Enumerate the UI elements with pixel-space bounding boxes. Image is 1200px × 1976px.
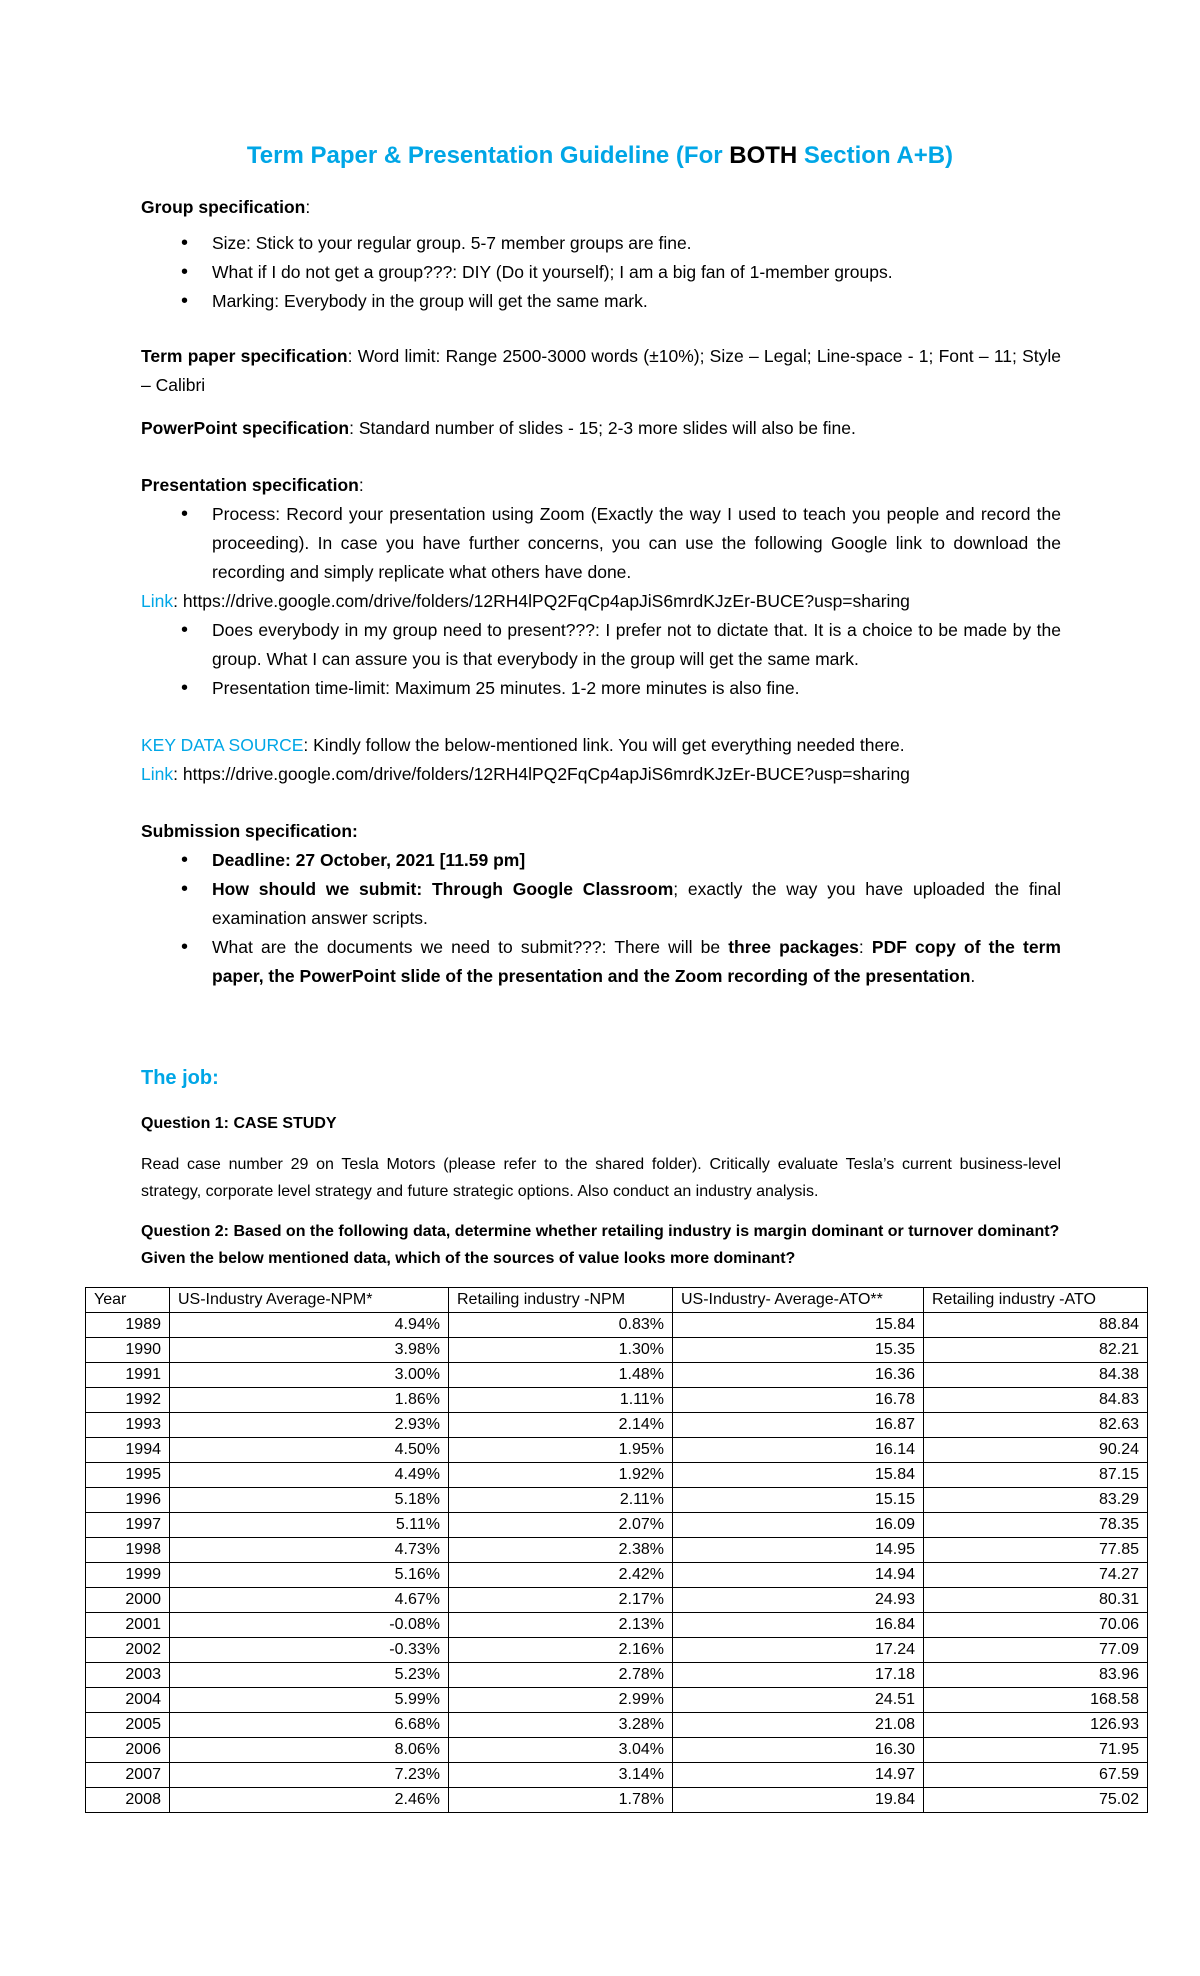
table-cell: 3.04%	[449, 1738, 673, 1763]
table-cell: 84.38	[924, 1363, 1148, 1388]
table-cell: 78.35	[924, 1513, 1148, 1538]
column-header: US-Industry Average-NPM*	[170, 1288, 449, 1313]
table-cell: 15.84	[673, 1313, 924, 1338]
table-cell: 0.83%	[449, 1313, 673, 1338]
table-cell: 2.38%	[449, 1538, 673, 1563]
table-cell: 2.93%	[170, 1413, 449, 1438]
table-row	[86, 1738, 1148, 1763]
table-cell: 2.14%	[449, 1413, 673, 1438]
table-cell: 5.23%	[170, 1663, 449, 1688]
table-cell: 1.11%	[449, 1388, 673, 1413]
table-cell: 1993	[86, 1413, 170, 1438]
table-cell: 3.98%	[170, 1338, 449, 1363]
table-cell: 8.06%	[170, 1738, 449, 1763]
table-cell: 16.09	[673, 1513, 924, 1538]
table-cell: 6.68%	[170, 1713, 449, 1738]
list-item: • Size: Stick to your regular group. 5-7 member groups are fine.	[141, 229, 1061, 258]
table-cell: 2.07%	[449, 1513, 673, 1538]
table-cell: 4.73%	[170, 1538, 449, 1563]
table-row	[86, 1763, 1148, 1788]
table-cell: 16.84	[673, 1613, 924, 1638]
table-row	[86, 1713, 1148, 1738]
table-row	[86, 1638, 1148, 1663]
table-cell: 16.14	[673, 1438, 924, 1463]
question-1-text: Read case number 29 on Tesla Motors (please refer to the shared folder). Critically evaluate Tesla’s current business-level strategy, corporate level strategy and future strategic options. Also conduct an industry analysis.	[141, 1156, 1061, 1200]
table-cell: 2000	[86, 1588, 170, 1613]
table-cell: 1992	[86, 1388, 170, 1413]
table-cell: 4.50%	[170, 1438, 449, 1463]
table-cell: -0.08%	[170, 1613, 449, 1638]
key-data-source: KEY DATA SOURCE: Kindly follow the below-mentioned link. You will get everything needed there. Link: https://drive.google.com/drive/folders/12RH4lPQ2FqCp4apJiS6mrdKJzEr-BUCE?usp=sharing	[141, 731, 1061, 789]
submission-specification: Submission specification: • Deadline: 27 October, 2021 [11.59 pm] • How should we submit: Through Google Classroom; exactly the way you have uploaded the final examination answer scripts. • What are the documents we need to submit???: There will be three packages: PDF copy of the term paper, the PowerPoint slide of the presentation and the Zoom recording of the presentation.	[141, 817, 1061, 991]
table-cell: 88.84	[924, 1313, 1148, 1338]
table-row	[86, 1563, 1148, 1588]
table-cell: 1996	[86, 1488, 170, 1513]
table-row	[86, 1363, 1148, 1388]
table-row	[86, 1538, 1148, 1563]
table-row	[86, 1313, 1148, 1338]
table-cell: 2.42%	[449, 1563, 673, 1588]
table-row	[86, 1413, 1148, 1438]
table-cell: 17.24	[673, 1638, 924, 1663]
table-cell: 2006	[86, 1738, 170, 1763]
list-item: • Does everybody in my group need to present???: I prefer not to dictate that. It is a choice to be made by the group. What I can assure you is that everybody in the group will get the same mark.	[141, 616, 1061, 674]
drive-link: Link: https://drive.google.com/drive/folders/12RH4lPQ2FqCp4apJiS6mrdKJzEr-BUCE?usp=sharing	[141, 764, 910, 784]
table-cell: 24.51	[673, 1688, 924, 1713]
table-row	[86, 1438, 1148, 1463]
table-cell: 14.95	[673, 1538, 924, 1563]
table-row	[86, 1463, 1148, 1488]
table-cell: 2.17%	[449, 1588, 673, 1613]
drive-link: Link: https://drive.google.com/drive/folders/12RH4lPQ2FqCp4apJiS6mrdKJzEr-BUCE?usp=sharing	[141, 591, 910, 611]
group-specification: Group specification: • Size: Stick to your regular group. 5-7 member groups are fine. • What if I do not get a group???: DIY (Do it yourself); I am a big fan of 1-member groups. • Marking: Everybody in the group will get the same mark.	[141, 193, 1061, 316]
presentation-specification: Presentation specification: • Process: Record your presentation using Zoom (Exactly the way I used to teach you people and record the proceeding). In case you have further concerns, you can use the following Google link to download the recording and simply replicate what others have done. Link: https://drive.google.com/drive/folders/12RH4lPQ2FqCp4apJiS6mrdKJzEr-BUCE?usp=sharing • Does everybody in my group need to present???: I prefer not to dictate that. It is a choice to be made by the group. What I can assure you is that everybody in the group will get the same mark. • Presentation time-limit: Maximum 25 minutes. 1-2 more minutes is also fine.	[141, 471, 1061, 703]
data-table	[85, 1287, 1148, 1813]
link-url[interactable]: https://drive.google.com/drive/folders/12RH4lPQ2FqCp4apJiS6mrdKJzEr-BUCE?usp=sharing	[182, 764, 910, 784]
table-cell: 2005	[86, 1713, 170, 1738]
table-cell: 7.23%	[170, 1763, 449, 1788]
table-cell: 2003	[86, 1663, 170, 1688]
table-cell: 83.96	[924, 1663, 1148, 1688]
table-cell: 1991	[86, 1363, 170, 1388]
table-cell: 3.14%	[449, 1763, 673, 1788]
table-cell: 74.27	[924, 1563, 1148, 1588]
table-cell: 15.84	[673, 1463, 924, 1488]
job-heading: The job:	[141, 1067, 219, 1089]
column-header: Year	[86, 1288, 170, 1313]
table-cell: 2008	[86, 1788, 170, 1813]
column-header: Retailing industry -ATO	[924, 1288, 1148, 1313]
table-cell: 1.92%	[449, 1463, 673, 1488]
table-cell: 2.11%	[449, 1488, 673, 1513]
table-cell: 4.49%	[170, 1463, 449, 1488]
table-cell: 80.31	[924, 1588, 1148, 1613]
list-item: • Process: Record your presentation using Zoom (Exactly the way I used to teach you people and record the proceeding). In case you have further concerns, you can use the following Google link to download the recording and simply replicate what others have done.	[141, 500, 1061, 587]
table-cell: 2001	[86, 1613, 170, 1638]
table-cell: 1997	[86, 1513, 170, 1538]
table-cell: 2007	[86, 1763, 170, 1788]
table-row	[86, 1788, 1148, 1813]
table-cell: 2.16%	[449, 1638, 673, 1663]
table-cell: 16.87	[673, 1413, 924, 1438]
table-cell: 87.15	[924, 1463, 1148, 1488]
table-cell: 70.06	[924, 1613, 1148, 1638]
list-item: • Marking: Everybody in the group will get the same mark.	[141, 287, 1061, 316]
table-cell: 1.30%	[449, 1338, 673, 1363]
table-cell: 16.30	[673, 1738, 924, 1763]
table-row	[86, 1663, 1148, 1688]
table-cell: 77.85	[924, 1538, 1148, 1563]
table-cell: 21.08	[673, 1713, 924, 1738]
list-item: • Presentation time-limit: Maximum 25 minutes. 1-2 more minutes is also fine.	[141, 674, 1061, 703]
table-cell: 1989	[86, 1313, 170, 1338]
list-item: • What if I do not get a group???: DIY (Do it yourself); I am a big fan of 1-member groups.	[141, 258, 1061, 287]
table-cell: 24.93	[673, 1588, 924, 1613]
table-header-row	[86, 1288, 1148, 1313]
list-item: • What are the documents we need to submit???: There will be three packages: PDF copy of the term paper, the PowerPoint slide of the presentation and the Zoom recording of the presentation.	[141, 933, 1061, 991]
table-cell: 5.18%	[170, 1488, 449, 1513]
table-cell: 168.58	[924, 1688, 1148, 1713]
table-cell: 2002	[86, 1638, 170, 1663]
table-cell: 1990	[86, 1338, 170, 1363]
table-cell: 83.29	[924, 1488, 1148, 1513]
table-cell: 1.78%	[449, 1788, 673, 1813]
table-row	[86, 1588, 1148, 1613]
column-header: US-Industry- Average-ATO**	[673, 1288, 924, 1313]
table-cell: 16.36	[673, 1363, 924, 1388]
table-cell: 15.35	[673, 1338, 924, 1363]
table-cell: 1995	[86, 1463, 170, 1488]
table-row	[86, 1488, 1148, 1513]
table-cell: 1.95%	[449, 1438, 673, 1463]
table-cell: 75.02	[924, 1788, 1148, 1813]
table-cell: 5.16%	[170, 1563, 449, 1588]
list-item: • How should we submit: Through Google Classroom; exactly the way you have uploaded the final examination answer scripts.	[141, 875, 1061, 933]
table-cell: 1999	[86, 1563, 170, 1588]
table-cell: 1994	[86, 1438, 170, 1463]
table-cell: 82.63	[924, 1413, 1148, 1438]
table-row	[86, 1338, 1148, 1363]
table-cell: 77.09	[924, 1638, 1148, 1663]
table-cell: 4.94%	[170, 1313, 449, 1338]
table-cell: 5.11%	[170, 1513, 449, 1538]
table-row	[86, 1613, 1148, 1638]
table-cell: 15.15	[673, 1488, 924, 1513]
table-cell: 1998	[86, 1538, 170, 1563]
term-paper-specification: Term paper specification: Word limit: Range 2500-3000 words (±10%); Size – Legal; Line-space - 1; Font – 11; Style – Calibri	[141, 346, 1061, 395]
powerpoint-specification: PowerPoint specification: Standard number of slides - 15; 2-3 more slides will also be fine.	[141, 418, 856, 438]
table-row	[86, 1688, 1148, 1713]
link-url[interactable]: https://drive.google.com/drive/folders/12RH4lPQ2FqCp4apJiS6mrdKJzEr-BUCE?usp=sharing	[182, 591, 910, 611]
table-cell: 1.86%	[170, 1388, 449, 1413]
table-cell: 3.28%	[449, 1713, 673, 1738]
table-cell: 2.78%	[449, 1663, 673, 1688]
table-cell: 90.24	[924, 1438, 1148, 1463]
table-cell: 82.21	[924, 1338, 1148, 1363]
table-cell: 14.97	[673, 1763, 924, 1788]
table-cell: 4.67%	[170, 1588, 449, 1613]
table-cell: 16.78	[673, 1388, 924, 1413]
table-row	[86, 1388, 1148, 1413]
table-row	[86, 1513, 1148, 1538]
table-cell: 17.18	[673, 1663, 924, 1688]
table-cell: 84.83	[924, 1388, 1148, 1413]
document-title: Term Paper & Presentation Guideline (For BOTH Section A+B)	[246, 142, 954, 169]
question-1-title: Question 1: CASE STUDY	[141, 1115, 337, 1132]
table-cell: 19.84	[673, 1788, 924, 1813]
table-cell: 2.13%	[449, 1613, 673, 1638]
question-2-title: Question 2: Based on the following data, determine whether retailing industry is margin dominant or turnover dominant? Given the below mentioned data, which of the sources of value looks more dominant?	[141, 1223, 1060, 1267]
column-header: Retailing industry -NPM	[449, 1288, 673, 1313]
table-cell: 1.48%	[449, 1363, 673, 1388]
list-item: • Deadline: 27 October, 2021 [11.59 pm]	[141, 846, 1061, 875]
table-cell: -0.33%	[170, 1638, 449, 1663]
table-cell: 71.95	[924, 1738, 1148, 1763]
table-cell: 3.00%	[170, 1363, 449, 1388]
table-cell: 14.94	[673, 1563, 924, 1588]
table-cell: 2.99%	[449, 1688, 673, 1713]
table-cell: 126.93	[924, 1713, 1148, 1738]
table-cell: 2.46%	[170, 1788, 449, 1813]
table-cell: 5.99%	[170, 1688, 449, 1713]
table-cell: 67.59	[924, 1763, 1148, 1788]
table-cell: 2004	[86, 1688, 170, 1713]
